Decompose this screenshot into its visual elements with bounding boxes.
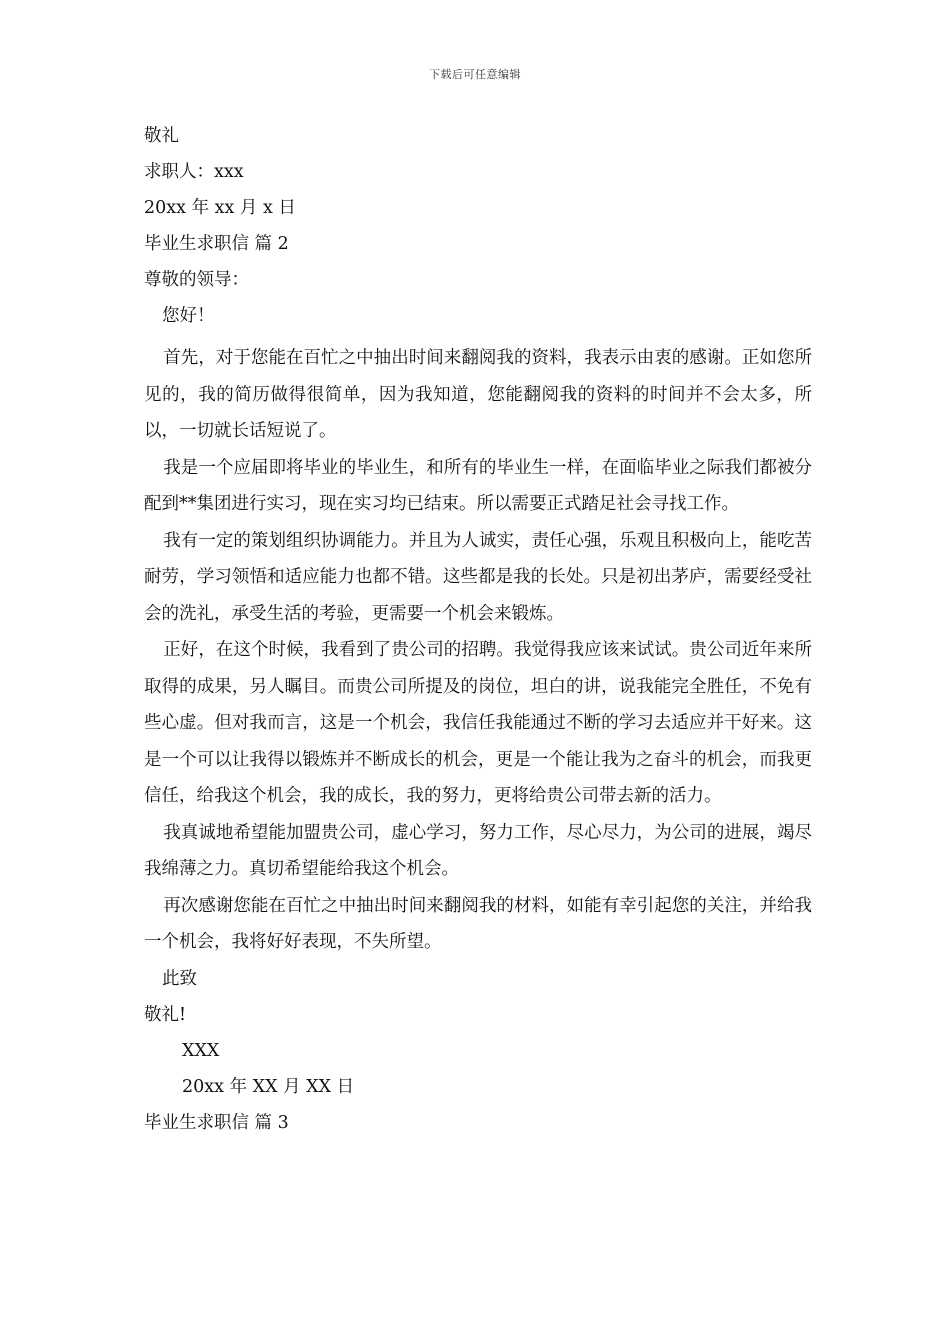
letter2-closing: 此致	[162, 968, 197, 989]
closing-salute: 敬礼	[144, 126, 179, 146]
download-note: 下载后可任意编辑	[429, 68, 521, 81]
letter2-signature: XXX	[182, 1040, 220, 1061]
paragraph: 我有一定的策划组织协调能力。并且为人诚实，责任心强，乐观且积极向上，能吃苦耐劳，学习领悟和适应能力也都不错。这些都是我的长处。只是初出茅庐，需要经受社会的洗礼，承受生活的考验，更需要一个机会来锻炼。	[144, 530, 812, 624]
paragraph: 正好，在这个时候，我看到了贵公司的招聘。我觉得我应该来试试。贵公司近年来所取得的成果，另人瞩目。而贵公司所提及的岗位，坦白的讲，说我能完全胜任，不免有些心虚。但对我而言，这是一个机会，我信任我能通过不断的学习去适应并干好来。这是一个可以让我得以锻炼并不断成长的机会，更是一个能让我为之奋斗的机会，而我更信任，给我这个机会，我的成长，我的努力，更将给贵公司带去新的活力。	[144, 640, 812, 806]
letter2-body	[144, 340, 812, 961]
letter3-title: 毕业生求职信 篇 3	[144, 1112, 289, 1133]
paragraph: 首先，对于您能在百忙之中抽出时间来翻阅我的资料，我表示由衷的感谢。正如您所见的，我的简历做得很简单，因为我知道，您能翻阅我的资料的时间并不会太多，所以，一切就长话短说了。	[144, 348, 812, 441]
letter2-hello: 您好！	[162, 306, 215, 326]
paragraph: 再次感谢您能在百忙之中抽出时间来翻阅我的材料，如能有幸引起您的关注，并给我一个机会，我将好好表现，不失所望。	[144, 895, 812, 952]
letter2-greeting: 尊敬的领导：	[144, 270, 249, 290]
letter2-date: 20xx 年 XX 月 XX 日	[182, 1076, 355, 1097]
paragraph: 我是一个应届即将毕业的毕业生，和所有的毕业生一样，在面临毕业之际我们都被分配到**集团进行实习，现在实习均已结束。所以需要正式踏足社会寻找工作。	[144, 457, 812, 514]
letter2-title: 毕业生求职信 篇 2	[144, 234, 289, 254]
letter1-date: 20xx 年 xx 月 x 日	[144, 198, 296, 218]
paragraph: 我真诚地希望能加盟贵公司，虚心学习，努力工作，尽心尽力，为公司的进展，竭尽我绵薄之力。真切希望能给我这个机会。	[144, 822, 812, 879]
letter2-salute: 敬礼!	[144, 1004, 187, 1025]
document-body	[144, 124, 812, 1147]
applicant-line: 求职人：xxx	[144, 162, 244, 182]
